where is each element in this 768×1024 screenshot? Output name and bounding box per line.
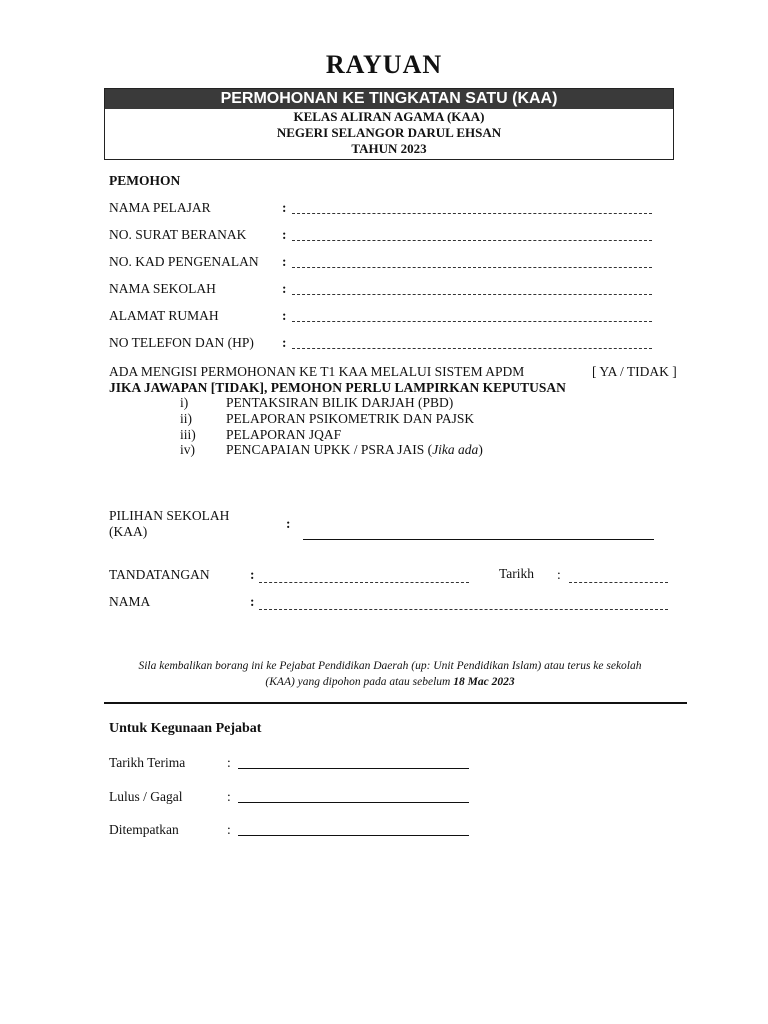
office-heading: Untuk Kegunaan Pejabat (109, 721, 262, 736)
field-colon: : (227, 755, 231, 770)
field-label-ic: NO. KAD PENGENALAN (109, 254, 259, 269)
return-note (100, 658, 680, 690)
ic-number-field[interactable] (292, 267, 652, 268)
header-bar: PERMOHONAN KE TINGKATAN SATU (KAA) (105, 89, 673, 109)
apdm-question: ADA MENGISI PERMOHONAN KE T1 KAA MELALUI SISTEM APDM (109, 364, 525, 379)
school-choice-label: PILIHAN SEKOLAH (109, 508, 230, 523)
field-label-school: NAMA SEKOLAH (109, 281, 216, 296)
signature-label: TANDATANGAN (109, 567, 210, 582)
field-label-birth-cert: NO. SURAT BERANAK (109, 227, 247, 242)
section-divider (104, 702, 687, 704)
list-item: PELAPORAN JQAF (226, 427, 342, 442)
field-label-address: ALAMAT RUMAH (109, 308, 219, 323)
field-label-phone: NO TELEFON DAN (HP) (109, 335, 254, 350)
deadline: 18 Mac 2023 (453, 676, 515, 688)
field-colon: : (282, 227, 287, 242)
field-colon: : (282, 200, 287, 215)
return-note-text: (KAA) yang dipohon pada atau sebelum (265, 676, 454, 688)
date-field[interactable] (569, 582, 668, 583)
list-item-number: iv) (180, 442, 195, 457)
applicant-heading: PEMOHON (109, 173, 181, 188)
address-field[interactable] (292, 321, 652, 322)
list-item (226, 442, 483, 458)
list-item-tail: ) (478, 442, 483, 457)
field-label-student-name: NAMA PELAJAR (109, 200, 211, 215)
placement-field[interactable] (238, 835, 469, 836)
name-label: NAMA (109, 594, 151, 609)
date-label: Tarikh (499, 566, 535, 581)
return-note-line-1: Sila kembalikan borang ini ke Pejabat Pendidikan Daerah (up: Unit Pendidikan Islam) atau terus ke sekolah (138, 660, 642, 672)
name-field[interactable] (259, 609, 668, 610)
field-colon: : (250, 567, 255, 582)
phone-field[interactable] (292, 348, 652, 349)
list-item-number: i) (180, 395, 189, 410)
signature-field[interactable] (259, 582, 469, 583)
list-item-text: PENCAPAIAN UPKK / PSRA JAIS ( (226, 442, 433, 457)
received-date-field[interactable] (238, 768, 469, 769)
office-label-received: Tarikh Terima (109, 755, 186, 770)
header-line-3: TAHUN 2023 (351, 141, 427, 156)
yes-no-options[interactable]: [ YA / TIDAK ] (592, 364, 677, 379)
field-colon: : (250, 594, 255, 609)
field-colon: : (282, 335, 287, 350)
attachment-instruction: JIKA JAWAPAN [TIDAK], PEMOHON PERLU LAMPIRKAN KEPUTUSAN (109, 380, 566, 395)
birth-cert-field[interactable] (292, 240, 652, 241)
field-colon: : (282, 281, 287, 296)
school-name-field[interactable] (292, 294, 652, 295)
list-item-note: Jika ada (432, 442, 479, 457)
school-choice-field[interactable] (303, 539, 654, 540)
form-title: RAYUAN (325, 50, 443, 79)
list-item: PENTAKSIRAN BILIK DARJAH (PBD) (226, 395, 454, 410)
list-item: PELAPORAN PSIKOMETRIK DAN PAJSK (226, 411, 475, 426)
field-colon: : (557, 567, 561, 582)
header-line-1: KELAS ALIRAN AGAMA (KAA) (293, 109, 485, 124)
result-field[interactable] (238, 802, 469, 803)
student-name-field[interactable] (292, 213, 652, 214)
field-colon: : (227, 822, 231, 837)
field-colon: : (286, 516, 291, 531)
office-label-result: Lulus / Gagal (109, 789, 183, 804)
list-item-number: iii) (180, 427, 196, 442)
return-note-line-2 (100, 674, 680, 690)
form-header (104, 88, 674, 160)
header-line-2: NEGERI SELANGOR DARUL EHSAN (276, 125, 502, 140)
school-choice-sublabel: (KAA) (109, 524, 148, 539)
office-label-placement: Ditempatkan (109, 822, 179, 837)
field-colon: : (282, 254, 287, 269)
field-colon: : (227, 789, 231, 804)
field-colon: : (282, 308, 287, 323)
list-item-number: ii) (180, 411, 192, 426)
